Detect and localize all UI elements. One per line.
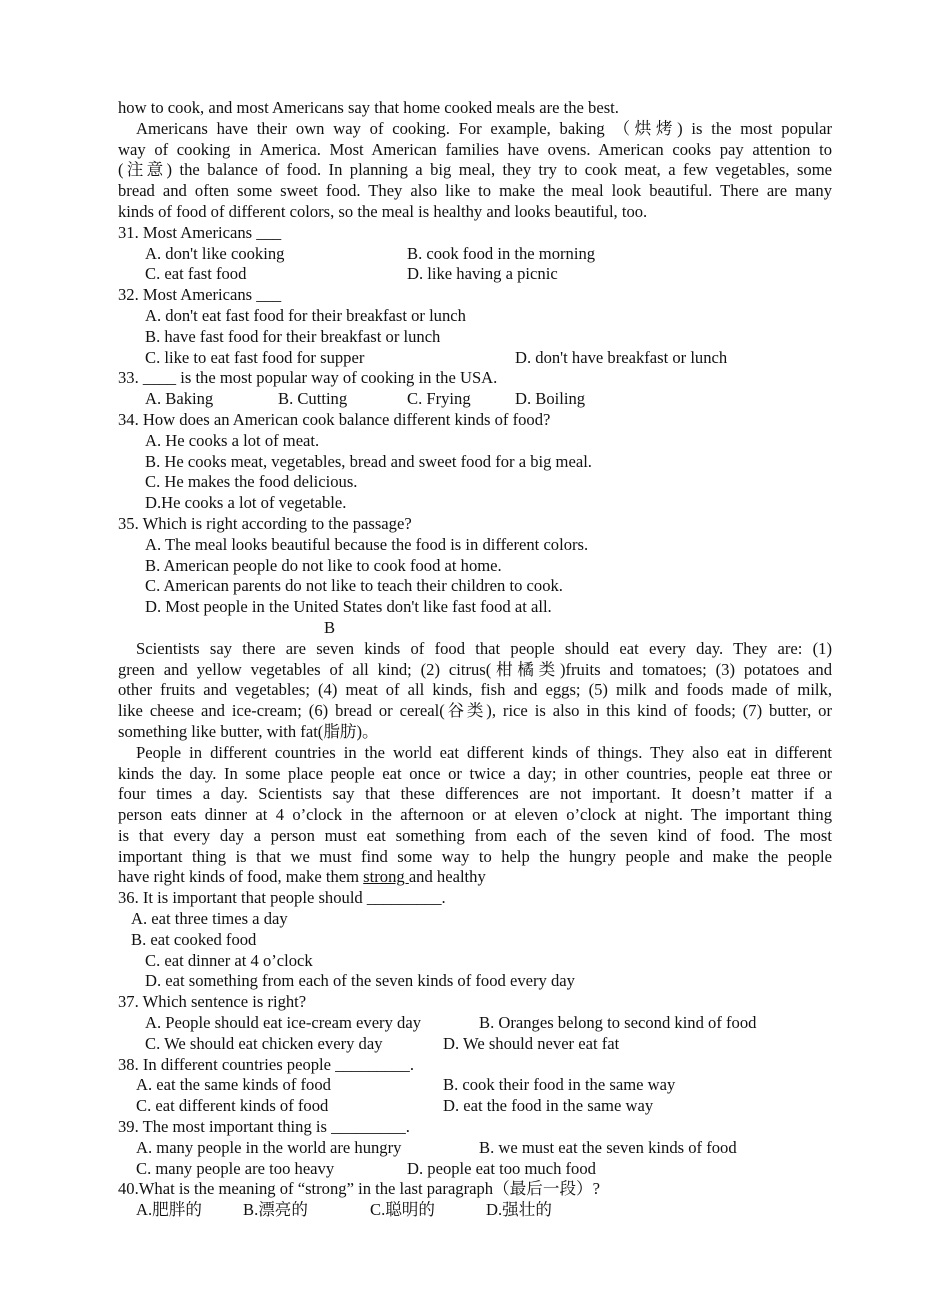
question-33-stem: 33. ____ is the most popular way of cooking in the USA. xyxy=(118,368,498,388)
option-d[interactable]: D. Most people in the United States don't like fast food at all. xyxy=(145,597,552,617)
option-c[interactable]: C. We should eat chicken every day xyxy=(145,1033,383,1053)
option-d[interactable]: D.He cooks a lot of vegetable. xyxy=(145,493,347,513)
question-31-options-row xyxy=(118,264,832,285)
option-a[interactable]: A. don't like cooking xyxy=(145,243,285,263)
question-39-options-row xyxy=(118,1138,832,1159)
passage-b-line: is that every day a person must eat something from each of the seven kind of food. The most xyxy=(118,825,832,845)
underlined-word-strong: strong xyxy=(363,867,409,887)
option-c[interactable]: C. eat fast food xyxy=(145,264,247,284)
option-b[interactable]: B. American people do not like to cook food at home. xyxy=(145,555,502,575)
passage-b-line: kinds the day. In some place people eat once or twice a day; in other countries, people eat three or xyxy=(118,763,832,783)
option-a[interactable]: A. eat the same kinds of food xyxy=(136,1075,331,1095)
passage-a-line: Americans have their own way of cooking. For example, baking （烘烤) is the most popular xyxy=(136,118,832,138)
passage-a-line: (注意) the balance of food. In planning a big meal, they try to cook meat, a few vegetables, some xyxy=(118,160,832,180)
option-a[interactable]: A. He cooks a lot of meat. xyxy=(145,430,320,450)
option-d[interactable]: D. We should never eat fat xyxy=(443,1033,620,1053)
passage-b-line: green and yellow vegetables of all kind; (2) citrus(柑橘类)fruits and tomatoes; (3) potatoes and xyxy=(118,659,832,679)
option-b[interactable]: B.漂亮的 xyxy=(243,1200,308,1220)
option-a[interactable]: A.肥胖的 xyxy=(136,1200,202,1220)
passage-b-line: person eats dinner at 4 o’clock in the afternoon or at eleven o’clock at night. The important thing xyxy=(118,805,832,825)
option-a[interactable]: A. don't eat fast food for their breakfast or lunch xyxy=(145,305,466,325)
last-line-text: have right kinds of food, make them xyxy=(118,867,364,887)
option-b[interactable]: B. have fast food for their breakfast or lunch xyxy=(145,326,441,346)
option-b[interactable]: B. we must eat the seven kinds of food xyxy=(479,1137,737,1157)
option-c[interactable]: C. eat dinner at 4 o’clock xyxy=(145,950,313,970)
passage-b-line: other fruits and vegetables; (4) meat of all kinds, fish and eggs; (5) milk and foods made of milk, xyxy=(118,680,832,700)
option-d[interactable]: D. eat something from each of the seven kinds of food every day xyxy=(145,971,575,991)
question-35-stem: 35. Which is right according to the passage? xyxy=(118,513,412,533)
option-d[interactable]: D. people eat too much food xyxy=(407,1158,596,1178)
option-a[interactable]: A. The meal looks beautiful because the food is in different colors. xyxy=(145,534,589,554)
question-32-stem: 32. Most Americans ___ xyxy=(118,285,282,305)
passage-a-line: bread and often some sweet food. They also like to make the meal look beautiful. There are many xyxy=(118,181,832,201)
option-a[interactable]: A. many people in the world are hungry xyxy=(136,1137,402,1157)
option-d[interactable]: D.强壮的 xyxy=(486,1200,552,1220)
question-40-options-row xyxy=(118,1200,832,1221)
question-39-options-row xyxy=(118,1159,832,1180)
question-32-options-row xyxy=(118,348,832,369)
option-b[interactable]: B. He cooks meat, vegetables, bread and sweet food for a big meal. xyxy=(145,451,592,471)
question-37-options-row xyxy=(118,1013,832,1034)
option-c[interactable]: C. like to eat fast food for supper xyxy=(145,347,365,367)
option-d[interactable]: D. don't have breakfast or lunch xyxy=(515,347,728,367)
question-37-options-row xyxy=(118,1034,832,1055)
passage-a-line: how to cook, and most Americans say that home cooked meals are the best. xyxy=(118,98,619,117)
option-b[interactable]: B. eat cooked food xyxy=(131,929,257,949)
question-39-stem: 39. The most important thing is _________. xyxy=(118,1117,410,1137)
question-31-options-row xyxy=(118,244,832,265)
question-38-stem: 38. In different countries people _________. xyxy=(118,1054,415,1074)
option-a[interactable]: A. Baking xyxy=(145,389,214,409)
option-c[interactable]: C. eat different kinds of food xyxy=(136,1096,329,1116)
last-line-text-end: and healthy xyxy=(408,867,486,887)
option-c[interactable]: C. many people are too heavy xyxy=(136,1158,335,1178)
option-b[interactable]: B. cook their food in the same way xyxy=(443,1075,676,1095)
passage-b-line: Scientists say there are seven kinds of food that people should eat every day. They are: (1) xyxy=(136,638,832,658)
option-b[interactable]: B. Oranges belong to second kind of food xyxy=(479,1013,757,1033)
question-40-stem: 40.What is the meaning of “strong” in the last paragraph（最后一段）? xyxy=(118,1179,601,1199)
passage-b-line: something like butter, with fat(脂肪)。 xyxy=(118,721,379,741)
option-b[interactable]: B. cook food in the morning xyxy=(407,243,596,263)
passage-b-line: People in different countries in the world eat different kinds of things. They also eat in different xyxy=(136,742,832,762)
option-a[interactable]: A. People should eat ice-cream every day xyxy=(145,1013,421,1033)
option-c[interactable]: C.聪明的 xyxy=(370,1200,435,1220)
option-a[interactable]: A. eat three times a day xyxy=(131,909,288,929)
passage-b-line: four times a day. Scientists say that these differences are not important. It doesn’t matter if a xyxy=(118,784,832,804)
passage-a-line: kinds of food of different colors, so the meal is healthy and looks beautiful, too. xyxy=(118,201,648,221)
passage-a-line: way of cooking in America. Most American families have ovens. American cooks pay attention to xyxy=(118,139,832,159)
passage-b-line: like cheese and ice-cream; (6) bread or cereal(谷类), rice is also in this kind of foods; (7) butter, or xyxy=(118,701,832,721)
option-d[interactable]: D. eat the food in the same way xyxy=(443,1096,654,1116)
section-b-heading: B xyxy=(324,617,336,637)
option-d[interactable]: D. like having a picnic xyxy=(407,264,558,284)
option-c[interactable]: C. American parents do not like to teach their children to cook. xyxy=(145,576,563,596)
question-31-stem: 31. Most Americans ___ xyxy=(118,222,282,242)
question-34-stem: 34. How does an American cook balance different kinds of food? xyxy=(118,409,551,429)
question-38-options-row xyxy=(118,1096,832,1117)
option-d[interactable]: D. Boiling xyxy=(515,389,586,409)
option-c[interactable]: C. Frying xyxy=(407,389,471,409)
exam-page xyxy=(118,98,832,1221)
passage-b-last-line xyxy=(118,867,832,888)
option-c[interactable]: C. He makes the food delicious. xyxy=(145,472,358,492)
question-33-options-row xyxy=(118,389,832,410)
question-37-stem: 37. Which sentence is right? xyxy=(118,992,307,1012)
option-b[interactable]: B. Cutting xyxy=(278,389,348,409)
question-38-options-row xyxy=(118,1075,832,1096)
question-36-stem: 36. It is important that people should _________. xyxy=(118,888,446,908)
passage-b-line: important thing is that we must find some way to help the hungry people and make the people xyxy=(118,846,832,866)
